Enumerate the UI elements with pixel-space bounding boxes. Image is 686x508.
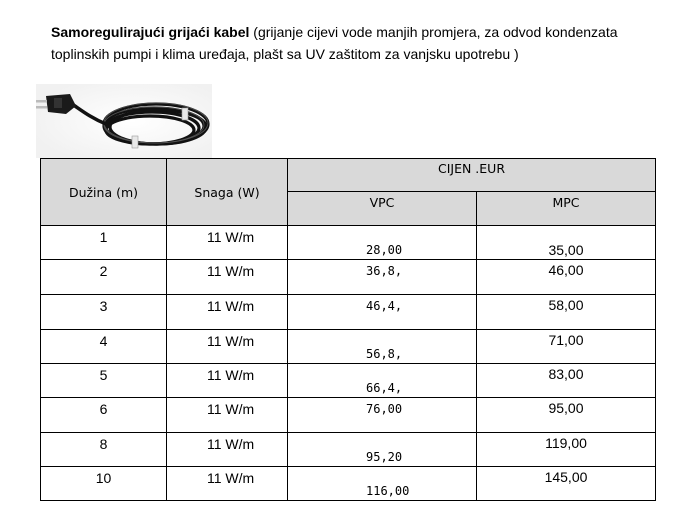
header-mpc: MPC	[477, 192, 656, 226]
table-row	[41, 260, 656, 295]
mpc-cell: 71,00	[477, 330, 656, 364]
mpc-cell: 58,00	[477, 295, 656, 330]
mpc-cell: 35,00	[477, 226, 656, 260]
length-cell: 10	[41, 467, 167, 501]
table-row	[41, 364, 656, 398]
mpc-cell: 145,00	[477, 467, 656, 501]
length-cell: 3	[41, 295, 167, 330]
vpc-cell: 66,4,	[288, 364, 477, 398]
product-title: Samoregulirajući grijaći kabel	[51, 24, 250, 40]
power-cell: 11 W/m	[167, 295, 288, 330]
header-price: CIJEN .EUR	[288, 159, 656, 192]
mpc-cell: 119,00	[477, 433, 656, 467]
table-row	[41, 295, 656, 330]
product-description-line1: (grijanje cijevi vode manjih promjera, za odvod kondenzata	[249, 24, 618, 40]
length-cell: 6	[41, 398, 167, 433]
length-cell: 2	[41, 260, 167, 295]
product-description-line2: toplinskih pumpi i klima uređaja, plašt sa UV zaštitom za vanjsku upotrebu )	[51, 46, 519, 62]
power-cell: 11 W/m	[167, 364, 288, 398]
table-row	[41, 398, 656, 433]
length-cell: 1	[41, 226, 167, 260]
header-power: Snaga (W)	[167, 159, 288, 226]
price-table	[40, 158, 656, 501]
power-cell: 11 W/m	[167, 433, 288, 467]
table-row	[41, 433, 656, 467]
power-cell: 11 W/m	[167, 260, 288, 295]
header-length: Dužina (m)	[41, 159, 167, 226]
table-row	[41, 330, 656, 364]
vpc-cell: 95,20	[288, 433, 477, 467]
vpc-cell: 116,00	[288, 467, 477, 501]
vpc-cell: 56,8,	[288, 330, 477, 364]
length-cell: 5	[41, 364, 167, 398]
table-row	[41, 226, 656, 260]
heating-cable-icon	[36, 84, 212, 158]
power-cell: 11 W/m	[167, 398, 288, 433]
power-cell: 11 W/m	[167, 226, 288, 260]
vpc-cell: 46,4,	[288, 295, 477, 330]
product-description	[51, 21, 686, 65]
vpc-cell: 36,8,	[288, 260, 477, 295]
mpc-cell: 95,00	[477, 398, 656, 433]
vpc-cell: 28,00	[288, 226, 477, 260]
length-cell: 4	[41, 330, 167, 364]
power-cell: 11 W/m	[167, 467, 288, 501]
mpc-cell: 46,00	[477, 260, 656, 295]
length-cell: 8	[41, 433, 167, 467]
mpc-cell: 83,00	[477, 364, 656, 398]
table-row	[41, 467, 656, 501]
header-vpc: VPC	[288, 192, 477, 226]
power-cell: 11 W/m	[167, 330, 288, 364]
vpc-cell: 76,00	[288, 398, 477, 433]
